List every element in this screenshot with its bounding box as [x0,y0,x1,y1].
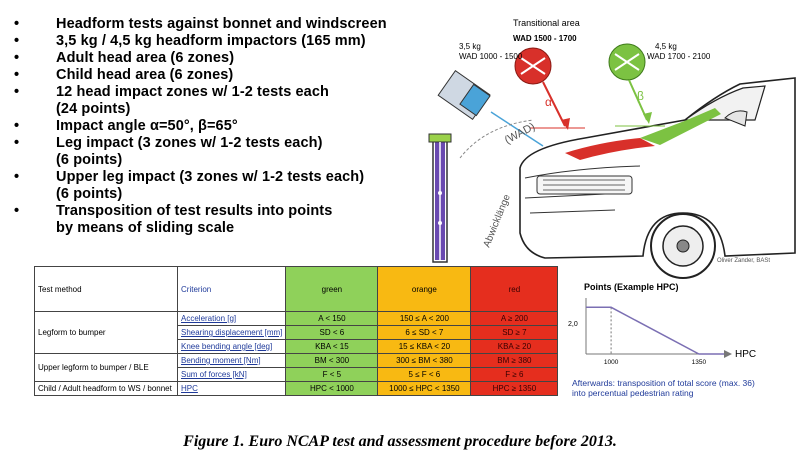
bullet-item: • Impact angle α=50°, β=65° [14,118,444,135]
bullet-item: • 12 head impact zones w/ 1-2 tests each (24 points) [14,84,444,118]
wad-mid-label: WAD 1500 - 1700 [513,34,577,43]
bullet-item: • Leg impact (3 zones w/ 1-2 tests each) (6 points) [14,135,444,169]
abwicklung-label: Abwicklänge [481,192,513,250]
green-cell: A < 150 [286,312,378,326]
right-mass-label: 4,5 kg [655,42,677,51]
bullet-list [14,16,444,237]
test-method-cell: Upper legform to bumper / BLE [35,354,178,382]
green-cell: SD < 6 [286,326,378,340]
criterion-cell: Knee bending angle [deg] [178,340,286,354]
green-cell: BM < 300 [286,354,378,368]
car-front-illustration [425,8,795,266]
orange-cell: 5 ≤ F < 6 [378,368,471,382]
afterwards-note: Afterwards: transposition of total score (max. 36) into percentual pedestrian rating [572,378,755,398]
x-axis-arrow-icon [724,350,732,358]
orange-cell: 15 ≤ KBA < 20 [378,340,471,354]
bullet-item: • Transposition of test results into points by means of sliding scale [14,203,444,237]
test-method-cell: Child / Adult headform to WS / bonnet [35,382,178,396]
table-row [35,382,558,396]
criterion-cell: HPC [178,382,286,396]
left-wad-label: WAD 1000 - 1500 [459,52,523,61]
bullet-item: • Adult head area (6 zones) [14,50,444,67]
alpha-label: α [545,95,552,109]
header-test-method: Test method [35,267,178,312]
table-row [35,354,558,368]
legform-impactor-icon [429,134,451,262]
red-cell: A ≥ 200 [471,312,558,326]
green-cell: KBA < 15 [286,340,378,354]
red-cell: F ≥ 6 [471,368,558,382]
wad-label: (WAD) [502,120,538,147]
header-criterion: Criterion [178,267,286,312]
green-cell: F < 5 [286,368,378,382]
criterion-cell: Bending moment [Nm] [178,354,286,368]
x-axis-label: HPC [735,349,757,360]
transitional-area-label: Transitional area [513,18,580,28]
header-red: red [471,267,558,312]
points-line [586,307,724,354]
red-cell: BM ≥ 380 [471,354,558,368]
chart-title: Points (Example HPC) [584,282,679,292]
red-cell: KBA ≥ 20 [471,340,558,354]
header-orange: orange [378,267,471,312]
header-green: green [286,267,378,312]
table-row [35,312,558,326]
test-method-cell: Legform to bumper [35,312,178,354]
orange-cell: 150 ≤ A < 200 [378,312,471,326]
x-tick-label: 1000 [603,359,619,366]
orange-cell: 1000 ≤ HPC < 1350 [378,382,471,396]
red-cell: SD ≥ 7 [471,326,558,340]
criterion-cell: Acceleration [g] [178,312,286,326]
bullet-item: • 3,5 kg / 4,5 kg headform impactors (165 mm) [14,33,444,50]
assessment-table [34,266,558,396]
green-cell: HPC < 1000 [286,382,378,396]
figure-caption: Figure 1. Euro NCAP test and assessment procedure before 2013. [183,433,617,450]
beta-label: β [637,89,644,103]
orange-cell: 300 ≤ BM < 380 [378,354,471,368]
credit-label: Oliver Zander, BASt [717,258,771,264]
x-tick-label: 1350 [691,359,707,366]
headform-left-icon [438,71,490,120]
bullet-item: • Headform tests against bonnet and windscreen [14,16,444,33]
criterion-cell: Shearing displacement [mm] [178,326,286,340]
car-body-icon [520,78,795,278]
red-cell: HPC ≥ 1350 [471,382,558,396]
bullet-item: • Upper leg impact (3 zones w/ 1-2 tests each) (6 points) [14,169,444,203]
criterion-cell: Sum of forces [kN] [178,368,286,382]
y-tick-label: 2,0 [568,321,578,328]
right-wad-label: WAD 1700 - 2100 [647,52,711,61]
left-mass-label: 3,5 kg [459,42,481,51]
bullet-item: • Child head area (6 zones) [14,67,444,84]
orange-cell: 6 ≤ SD < 7 [378,326,471,340]
